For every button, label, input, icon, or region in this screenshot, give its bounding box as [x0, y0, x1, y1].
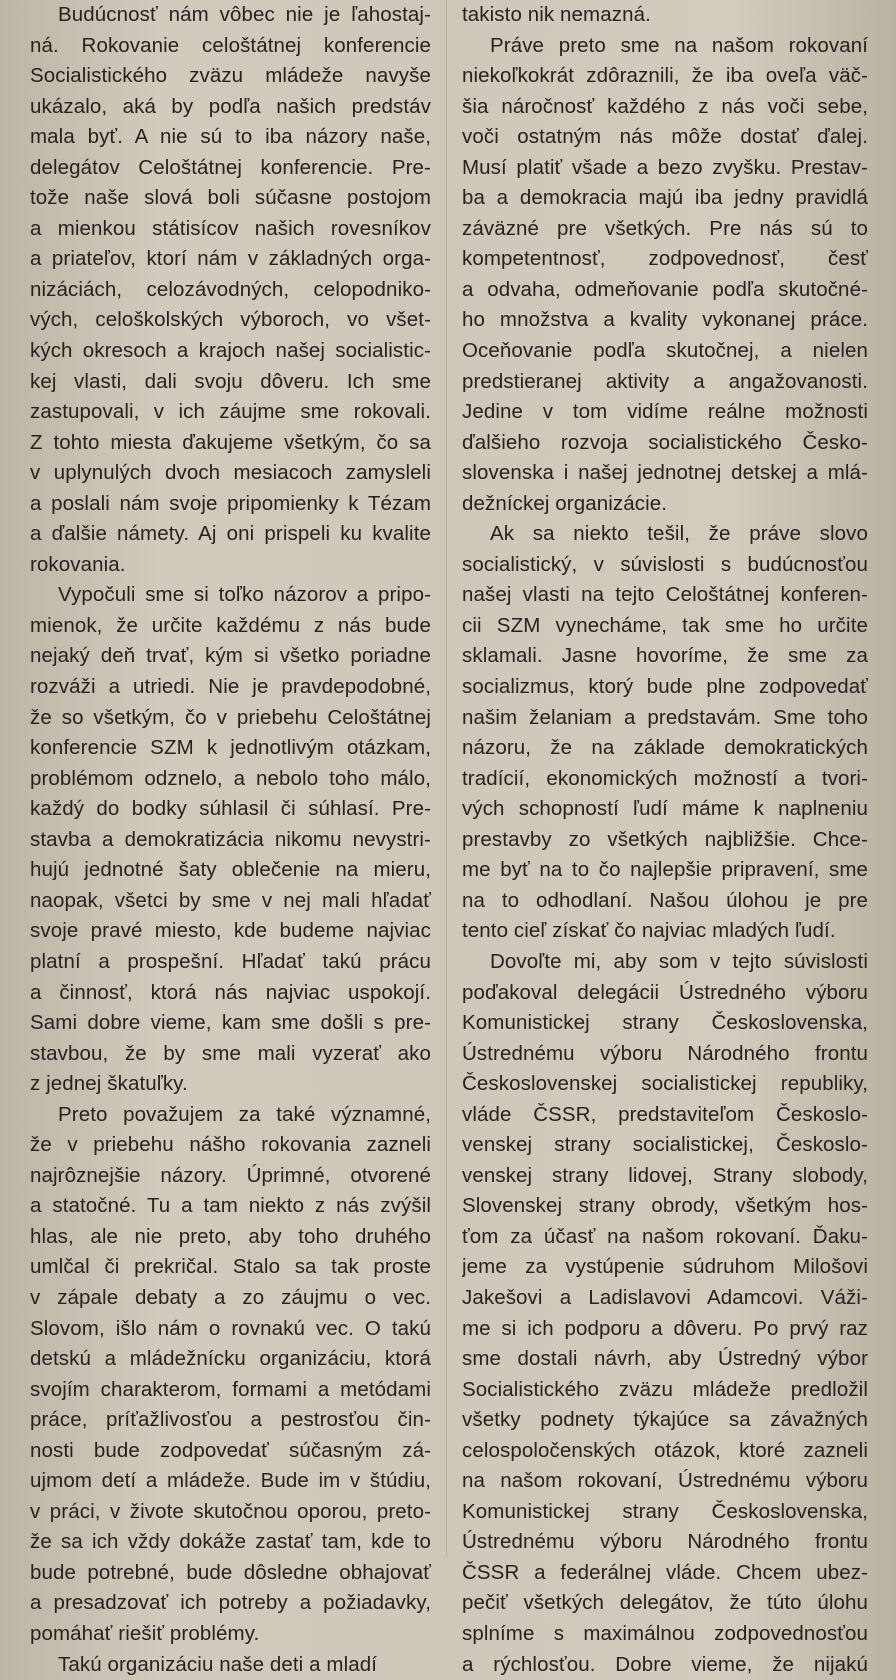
text-line: hujú jednotné šaty oblečenie na mieru,	[30, 858, 431, 882]
text-line: me si ich podporu a dôveru. Po prvý raz	[462, 1316, 868, 1340]
text-line: a statočné. Tu a tam niekto z nás zvýšil	[30, 1194, 431, 1218]
text-line: Ústrednému výboru Národného frontu	[462, 1041, 868, 1065]
text-line: naopak, všetci by sme v nej mali hľadať	[30, 888, 431, 912]
text-line: ujmom detí a mládeže. Bude im v štúdiu,	[30, 1469, 431, 1493]
text-line: v práci, v živote skutočnou oporou, preto-	[30, 1499, 431, 1523]
text-line: konferencie SZM k jednotlivým otázkam,	[30, 736, 431, 760]
text-line: venskej strany socialistickej, Českoslo-	[462, 1133, 868, 1157]
text-line: pomáhať riešiť problémy.	[30, 1621, 260, 1645]
text-line: zastupovali, v ich záujme sme rokovali.	[30, 400, 431, 424]
text-line: slovenska i našej jednotnej detskej a mlá-	[462, 461, 868, 485]
text-line: že so všetkým, čo v priebehu Celoštátnej	[30, 705, 431, 729]
text-line: predstieranej aktivity a angažovanosti.	[462, 369, 868, 393]
text-line: nejaký deň trvať, kým si všetko poriadne	[30, 644, 431, 668]
text-line: platní a prospešní. Hľadať takú prácu	[30, 949, 431, 973]
text-line: z jednej škatuľky.	[30, 1072, 188, 1096]
text-line: bude potrebné, bude dôsledne obhajovať	[30, 1560, 431, 1584]
text-line: ba a demokracia majú iba jedny pravidlá	[462, 186, 868, 210]
text-line: na to odhodlaní. Našou úlohou je pre	[462, 888, 868, 912]
text-line: tradícií, ekonomických možností a tvori-	[462, 766, 868, 790]
text-line: Vypočuli sme si toľko názorov a pripo-	[58, 583, 431, 607]
text-line: Preto považujem za také významné,	[58, 1102, 431, 1126]
text-line: cii SZM vynecháme, tak sme ho určite	[462, 613, 868, 637]
text-line: Musí platiť všade a bezo zvyšku. Prestav-	[462, 155, 868, 179]
text-line: Takú organizáciu naše deti a mladí	[58, 1652, 378, 1676]
text-line: najrôznejšie názory. Úprimné, otvorené	[30, 1163, 431, 1187]
text-line: Ústrednému výboru Národného frontu	[462, 1530, 868, 1554]
text-line: svoje pravé miesto, kde budeme najviac	[30, 919, 431, 943]
text-line: Komunistickej strany Československa,	[462, 1499, 868, 1523]
text-line: svojím charakterom, formami a metódami	[30, 1377, 431, 1401]
text-line: vých, celoškolských výboroch, vo všet-	[30, 308, 431, 332]
text-line: v zápale debaty a zo záujmu o vec.	[30, 1285, 431, 1309]
text-line: tože naše slová boli súčasne postojom	[30, 186, 431, 210]
text-line: ná. Rokovanie celoštátnej konferencie	[30, 33, 431, 57]
text-line: na našom rokovaní, Ústrednému výboru	[462, 1469, 868, 1493]
text-line: ďalšieho rozvoja socialistického Česko-	[462, 430, 868, 454]
article-column-right	[462, 0, 868, 1680]
text-line: a poslali nám svoje pripomienky k Tézam	[30, 491, 431, 515]
article-column-left	[30, 0, 431, 1680]
text-line: názoru, že na základe demokratických	[462, 736, 868, 760]
text-line: šia náročnosť každého z nás voči sebe,	[462, 94, 868, 118]
text-line: v uplynulých dvoch mesiacoch zamysleli	[30, 461, 431, 485]
text-line: a mienkou státisícov našich rovesníkov	[30, 216, 431, 240]
text-line: a rýchlosťou. Dobre vieme, že nijakú	[462, 1652, 868, 1676]
text-line: problémom odznelo, a nebolo toho málo,	[30, 766, 431, 790]
text-line: záväzné pre všetkých. Pre nás sú to	[462, 216, 868, 240]
text-line: socialistický, v súvislosti s budúcnosťou	[462, 552, 868, 576]
text-line: detskú a mládežnícku organizáciu, ktorá	[30, 1347, 431, 1371]
text-line: sklamali. Jasne hovoríme, že sme za	[462, 644, 868, 668]
text-line: Jakešovi a Ladislavovi Adamcovi. Váži-	[462, 1285, 868, 1309]
text-line: a činnosť, ktorá nás najviac uspokojí.	[30, 980, 431, 1004]
text-line: mala byť. A nie sú to iba názory naše,	[30, 125, 431, 149]
text-line: Sami dobre vieme, kam sme došli s pre-	[30, 1011, 431, 1035]
text-line: kej vlasti, dali svoju dôveru. Ich sme	[30, 369, 431, 393]
text-line: stavba a demokratizácia nikomu nevystri-	[30, 827, 431, 851]
text-line: ho množstva a kvality vykonanej práce.	[462, 308, 868, 332]
text-line: Socialistického zväzu mládeže navyše	[30, 64, 431, 88]
text-line: sme dostali návrh, aby Ústredný výbor	[462, 1347, 868, 1371]
text-line: Oceňovanie podľa skutočnej, a nielen	[462, 339, 868, 363]
text-line: hlas, ale nie preto, aby toho druhého	[30, 1224, 431, 1248]
text-line: že v priebehu nášho rokovania zazneli	[30, 1133, 431, 1157]
text-line: tento cieľ získať čo najviac mladých ľudí.	[462, 919, 836, 943]
column-divider	[446, 0, 447, 1558]
text-line: a odvaha, odmeňovanie podľa skutočné-	[462, 277, 868, 301]
text-line: celospoločenských otázok, ktoré zazneli	[462, 1438, 868, 1462]
text-line: každý do bodky súhlasil či súhlasí. Pre-	[30, 797, 431, 821]
text-line: Ak sa niekto tešil, že práve slovo	[490, 522, 868, 546]
text-line: takisto nik nemazná.	[462, 3, 651, 26]
text-line: prestavby zo všetkých najbližšie. Chce-	[462, 827, 868, 851]
text-line: ČSSR a federálnej vláde. Chcem ubez-	[462, 1560, 868, 1584]
text-line: kých okresoch a krajoch našej socialistic-	[30, 339, 431, 363]
text-line: pečiť všetkých delegátov, že túto úlohu	[462, 1591, 868, 1615]
text-line: a ďalšie námety. Aj oni prispeli ku kvalite	[30, 522, 431, 546]
text-line: že sa ich vždy dokáže zastať tam, kde to	[30, 1530, 431, 1554]
text-line: všetky podnety týkajúce sa závažných	[462, 1408, 868, 1432]
text-line: rokovania.	[30, 552, 126, 576]
text-line: vláde ČSSR, predstaviteľom Českoslo-	[462, 1102, 868, 1126]
text-line: Z tohto miesta ďakujeme všetkým, čo sa	[30, 430, 431, 454]
text-line: jeme za vystúpenie súdruhom Milošovi	[462, 1255, 868, 1279]
text-line: a presadzovať ich potreby a požiadavky,	[30, 1591, 431, 1615]
text-line: umlčal či prekričal. Stalo sa tak proste	[30, 1255, 431, 1279]
text-line: vých schopností ľudí máme k naplneniu	[462, 797, 868, 821]
text-line: ukázalo, aká by podľa našich predstáv	[30, 94, 431, 118]
text-line: práce, príťažlivosťou a pestrosťou čin-	[30, 1408, 431, 1432]
text-line: nosti bude zodpovedať súčasným zá-	[30, 1438, 431, 1462]
text-line: ťom za účasť na našom rokovaní. Ďaku-	[462, 1224, 868, 1248]
text-line: stavbou, že by sme mali vyzerať ako	[30, 1041, 431, 1065]
text-line: socializmus, ktorý bude plne zodpovedať	[462, 675, 868, 699]
text-line: splníme s maximálnou zodpovednosťou	[462, 1621, 868, 1645]
text-line: me byť na to čo najlepšie pripravení, sme	[462, 858, 868, 882]
text-line: voči ostatným nás môže dostať ďalej.	[462, 125, 868, 149]
text-line: Slovenskej strany obrody, všetkým hos-	[462, 1194, 868, 1218]
text-line: našej vlasti na tejto Celoštátnej konferen-	[462, 583, 868, 607]
text-line: nizáciách, celozávodných, celopodniko-	[30, 277, 431, 301]
text-line: niekoľkokrát zdôraznili, že iba oveľa väč-	[462, 64, 868, 88]
text-line: a priateľov, ktorí nám v základných orga-	[30, 247, 431, 271]
text-line: mienok, že určite každému z nás bude	[30, 613, 431, 637]
text-line: rozváži a utriedi. Nie je pravdepodobné,	[30, 675, 431, 699]
text-line: Budúcnosť nám vôbec nie je ľahostaj-	[58, 3, 431, 26]
text-line: venskej strany lidovej, Strany slobody,	[462, 1163, 868, 1187]
text-line: poďakoval delegácii Ústredného výboru	[462, 980, 868, 1004]
text-line: Dovoľte mi, aby som v tejto súvislosti	[490, 949, 868, 973]
text-line: kompetentnosť, zodpovednosť, česť	[462, 247, 868, 271]
text-line: dežníckej organizácie.	[462, 491, 668, 515]
text-line: našim želaniam a predstavám. Sme toho	[462, 705, 868, 729]
text-line: delegátov Celoštátnej konferencie. Pre-	[30, 155, 431, 179]
text-line: Československej socialistickej republiky,	[462, 1072, 868, 1096]
text-line: Socialistického zväzu mládeže predložil	[462, 1377, 868, 1401]
text-line: Práve preto sme na našom rokovaní	[490, 33, 868, 57]
text-line: Slovom, išlo nám o rovnakú vec. O takú	[30, 1316, 431, 1340]
text-line: Komunistickej strany Československa,	[462, 1011, 868, 1035]
text-line: Jedine v tom vidíme reálne možnosti	[462, 400, 868, 424]
